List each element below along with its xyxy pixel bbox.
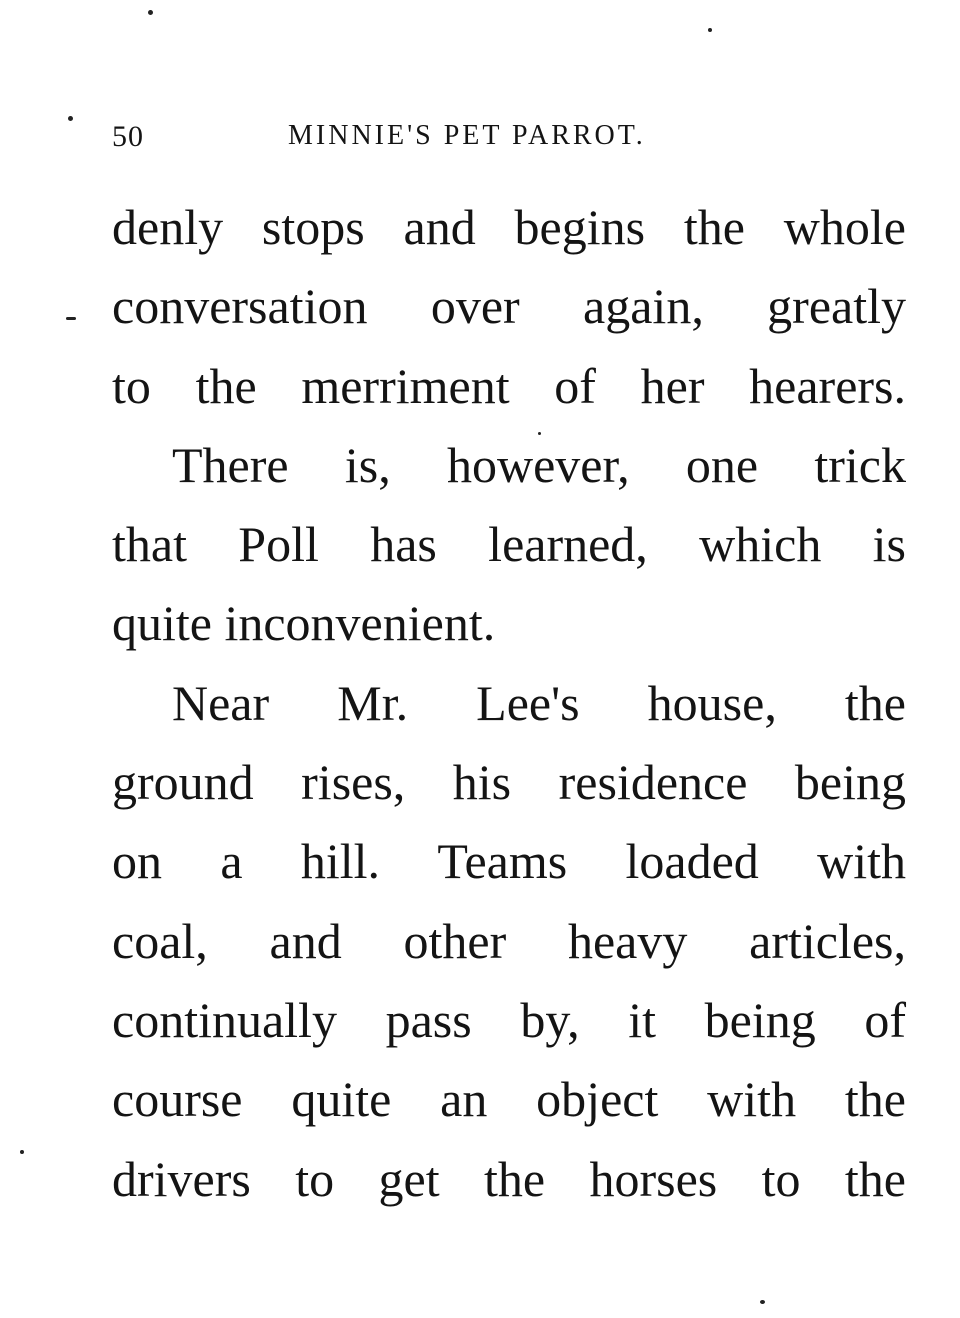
scan-speck — [68, 116, 73, 121]
scan-speck — [760, 1300, 765, 1304]
running-title: MINNIE'S PET PARROT. — [288, 120, 646, 151]
text-line: coal, and other heavy articles, — [112, 912, 906, 969]
scan-speck — [20, 1150, 24, 1154]
text-line: on a hill. Teams loaded with — [112, 833, 906, 890]
scan-speck — [66, 317, 76, 320]
body-text — [112, 188, 906, 1219]
page-number: 50 — [112, 120, 144, 153]
scan-speck — [148, 10, 153, 15]
running-head — [112, 112, 912, 162]
text-line: denly stops and begins the whole — [112, 199, 906, 255]
text-line: to the merriment of her hearers. — [112, 357, 906, 414]
text-line: that Poll has learned, which is — [112, 516, 906, 573]
text-line: Near Mr. Lee's house, the — [172, 674, 906, 731]
text-line: ground rises, his residence being — [112, 754, 906, 811]
text-line: There is, however, one trick — [172, 436, 906, 493]
scan-speck — [708, 28, 712, 32]
text-line: quite inconvenient. — [112, 595, 496, 652]
text-line: continually pass by, it being of — [112, 991, 906, 1048]
text-line: course quite an object with the — [112, 1071, 906, 1128]
text-line: conversation over again, greatly — [112, 278, 906, 335]
text-line: drivers to get the horses to the — [112, 1150, 906, 1207]
